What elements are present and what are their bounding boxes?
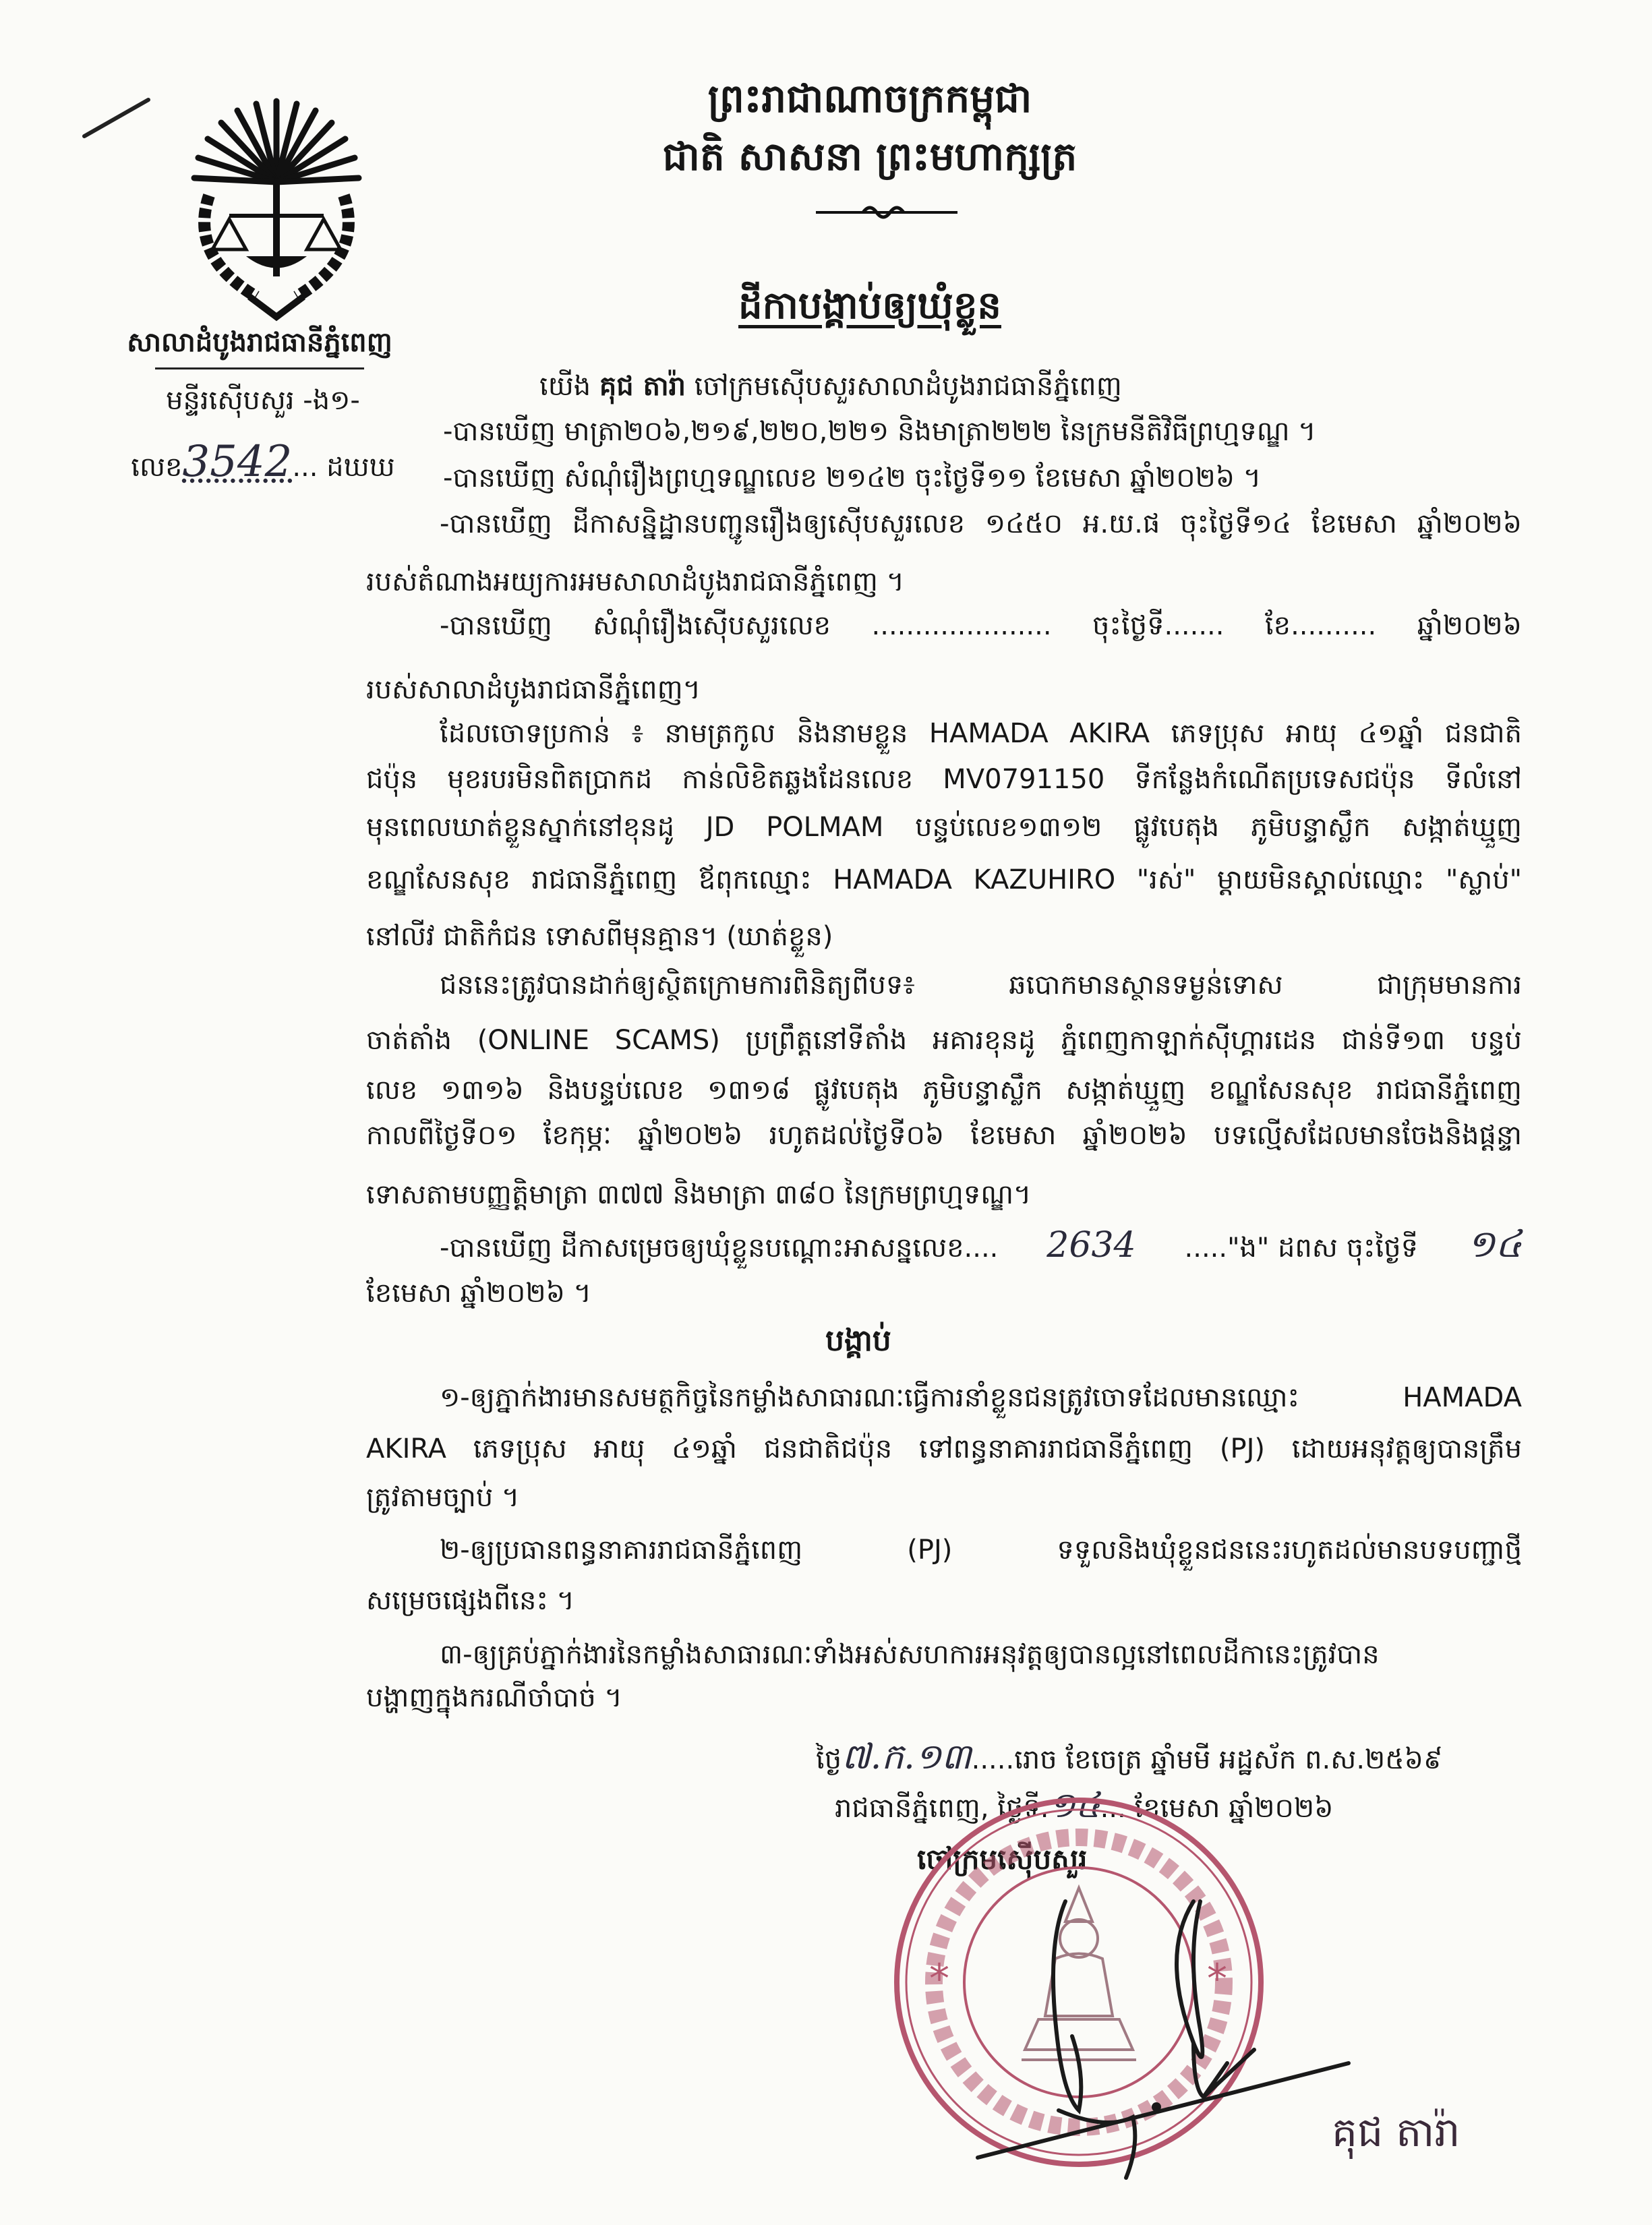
signer-title: ចៅក្រមស៊ើបសួរ bbox=[917, 1843, 1088, 1876]
order-item-2: ២-ឲ្យប្រធានពន្ធនាគាររាជធានីភ្នំពេញ (PJ) ទទួលនិងឃុំខ្លួនជននេះរហូតដល់មានបទបញ្ជាថ្មី bbox=[440, 1535, 1522, 1566]
kingdom-heading: ព្រះរាជាណាចក្រកម្ពុជា bbox=[707, 76, 1032, 121]
charge-line: ជននេះត្រូវបានដាក់ឲ្យស្ថិតក្រោមការពិនិត្យពីបទ៖ ឆបោកមានស្ថានទម្ងន់ទោស ជាក្រុមមានការ bbox=[440, 970, 1522, 1001]
charge-line: ទោសតាមបញ្ញត្តិមាត្រា ៣៧៧ និងមាត្រា ៣៨០ នៃក្រមព្រហ្មទណ្ឌ។ bbox=[366, 1179, 1032, 1210]
accused-line: មុនពេលឃាត់ខ្លួនស្នាក់នៅខុនដូ JD POLMAM បន្ទប់លេខ១៣១២ ផ្លូវបេតុង ភូមិបន្ទាស្លឹក សង្កាត់ឃ្មួញ bbox=[366, 812, 1522, 843]
charge-line: លេខ ១៣១៦ និងបន្ទប់លេខ ១៣១៨ ផ្លូវបេតុង ភូមិបន្ទាស្លឹក សង្កាត់ឃ្មួញ ខណ្ឌសែនសុខ រាជធានីភ្នំពេញ bbox=[366, 1075, 1522, 1106]
order-item-1: AKIRA ភេទប្រុស អាយុ ៤១ឆ្នាំ ជនជាតិជប៉ុន ទៅពន្ធនាគាររាជធានីភ្នំពេញ (PJ) ដោយអនុវត្តឲ្យបានត្រឹម bbox=[366, 1433, 1522, 1464]
order-item-1: ត្រូវតាមច្បាប់ ។ bbox=[366, 1482, 520, 1513]
charge-line: កាលពីថ្ងៃទី០១ ខែកុម្ភៈ ឆ្នាំ២០២៦ រហូតដល់ថ្ងៃទី០៦ ខែមេសា ឆ្នាំ២០២៦ បទល្មើសដែលមានចែងនិងផ្តន្ទា bbox=[366, 1120, 1522, 1151]
detention-order-line bbox=[440, 1221, 1522, 1268]
national-motto: ជាតិ សាសនា ព្រះមហាក្សត្រ bbox=[662, 134, 1078, 179]
intro-line bbox=[539, 363, 1122, 410]
reference-number bbox=[108, 437, 418, 489]
number-suffix: ... ដឃឃ bbox=[292, 452, 395, 483]
handwritten-date-day: ១៤ bbox=[1049, 1785, 1100, 1826]
handwritten-number: 3542 bbox=[182, 437, 293, 487]
seen-investigation-line: -បានឃើញ សំណុំរឿងស៊ើបសួរលេខ ..................... ចុះថ្ងៃទី....... ខែ.......... ឆ្នាំ២០២៦ bbox=[440, 610, 1522, 641]
date-prefix: រាជធានីភ្នំពេញ, ថ្ងៃទី. bbox=[835, 1793, 1049, 1824]
handwritten-detention-day: ១៤ bbox=[1466, 1222, 1522, 1266]
accused-line: ដែលចោទប្រកាន់ ៖ នាមត្រកូល និងនាមខ្លួន HAMADA AKIRA ភេទប្រុស អាយុ ៤១ឆ្នាំ ជនជាតិ bbox=[440, 718, 1522, 749]
seen-investigation-line-2: របស់សាលាដំបូងរាជធានីភ្នំពេញ។ bbox=[366, 674, 701, 705]
order-item-3: បង្ហាញក្នុងករណីចាំបាច់ ។ bbox=[366, 1682, 622, 1713]
court-name: សាលាដំបូងរាជធានីភ្នំពេញ bbox=[127, 327, 392, 358]
court-divider bbox=[155, 367, 364, 369]
seen-prosecutor-line-2: របស់តំណាងអយ្យការអមសាលាដំបូងរាជធានីភ្នំពេញ ។ bbox=[366, 566, 905, 597]
number-label: លេខ bbox=[131, 452, 183, 483]
svg-text:*: * bbox=[929, 1955, 949, 2002]
detention-prefix: -បានឃើញ ដីកាសម្រេចឲ្យឃុំខ្លួនបណ្ដោះអាសន្នលេខ.... bbox=[440, 1233, 999, 1264]
judge-name: គុជ តារ៉ា bbox=[599, 371, 686, 402]
intro-prefix: យើង bbox=[539, 371, 599, 402]
court-emblem-icon bbox=[182, 94, 371, 324]
accused-line: ខណ្ឌសែនសុខ រាជធានីភ្នំពេញ ឪពុកឈ្មោះ HAMADA KAZUHIRO "រស់" ម្ដាយមិនស្គាល់ឈ្មោះ "ស្លាប់" bbox=[366, 864, 1522, 895]
lunar-suffix: .....រោច ខែចេត្រ ឆ្នាំមមី អដ្ឋស័ក ព.ស.២៥៦៩ bbox=[971, 1744, 1443, 1775]
order-item-1: ១-ឲ្យភ្នាក់ងារមានសមត្ថកិច្ចនៃកម្លាំងសាធារណៈធ្វើការនាំខ្លួនជនត្រូវចោទដែលមានឈ្មោះ HAMADA bbox=[440, 1382, 1522, 1413]
handwritten-lunar-day: ៧.ក.១៣ bbox=[842, 1737, 972, 1777]
document-title: ដីកាបង្គាប់ឲ្យឃុំខ្លួន bbox=[738, 284, 1001, 328]
detention-mid: ....."ង" ដពស ចុះថ្ងៃទី bbox=[1184, 1233, 1419, 1264]
lunar-date-line bbox=[816, 1733, 1442, 1781]
accused-line: នៅលីវ ជាតិកំជន ទោសពីមុនគ្មាន។ (ឃាត់ខ្លួន) bbox=[366, 921, 833, 952]
ornament-divider-icon bbox=[816, 202, 957, 222]
orders-heading: បង្គាប់ bbox=[825, 1324, 891, 1358]
date-suffix: ... ខែមេសា ឆ្នាំ២០២៦ bbox=[1100, 1793, 1334, 1824]
signer-name: គុជ តារ៉ា bbox=[1332, 2109, 1461, 2156]
lunar-prefix: ថ្ងៃ bbox=[816, 1744, 842, 1775]
accused-line: ជប៉ុន មុខរបរមិនពិតប្រាកដ កាន់លិខិតឆ្លងដែនលេខ MV0791150 ទីកន្លែងកំណើតប្រទេសជប៉ុន ទីលំនៅ bbox=[366, 764, 1522, 795]
seen-article-line: -បានឃើញ មាត្រា២០៦,២១៩,២២០,២២១ និងមាត្រា២២២ នៃក្រមនីតិវិធីព្រហ្មទណ្ឌ ។ bbox=[443, 416, 1316, 447]
svg-text:*: * bbox=[1207, 1955, 1227, 2002]
detention-order-line-2: ខែមេសា ឆ្នាំ២០២៦ ។ bbox=[366, 1278, 592, 1309]
order-item-3: ៣-ឲ្យគ្រប់ភ្នាក់ងារនៃកម្លាំងសាធារណៈទាំងអស់សហការអនុវត្តឲ្យបានល្អនៅពេលដីកានេះត្រូវបាន bbox=[440, 1639, 1380, 1670]
seen-case-line: -បានឃើញ សំណុំរឿងព្រហ្មទណ្ឌលេខ ២១៤២ ចុះថ្ងៃទី១១ ខែមេសា ឆ្នាំ២០២៦ ។ bbox=[443, 463, 1262, 494]
seen-prosecutor-line: -បានឃើញ ដីកាសន្និដ្ឋានបញ្ជូនរឿងឲ្យស៊ើបសួរលេខ ១៤៥០ អ.យ.ផ ចុះថ្ងៃទី១៤ ខែមេសា ឆ្នាំ២០២៦ bbox=[440, 508, 1522, 539]
office-label: មន្ទីរស៊ើបសួរ -ង១- bbox=[166, 385, 360, 416]
order-item-2: សម្រេចផ្សេងពីនេះ ។ bbox=[366, 1585, 575, 1616]
intro-suffix: ចៅក្រមស៊ើបសួរសាលាដំបូងរាជធានីភ្នំពេញ bbox=[686, 371, 1122, 402]
handwritten-detention-number: 2634 bbox=[1046, 1225, 1136, 1266]
pen-mark bbox=[81, 94, 155, 142]
charge-line: ចាត់តាំង (ONLINE SCAMS) ប្រព្រឹត្តនៅទីតាំង អគារខុនដូ ភ្នំពេញកាឡាក់ស៊ីហ្គារដេន ជាន់ទី១៣ បន្ទប់ bbox=[366, 1025, 1522, 1056]
